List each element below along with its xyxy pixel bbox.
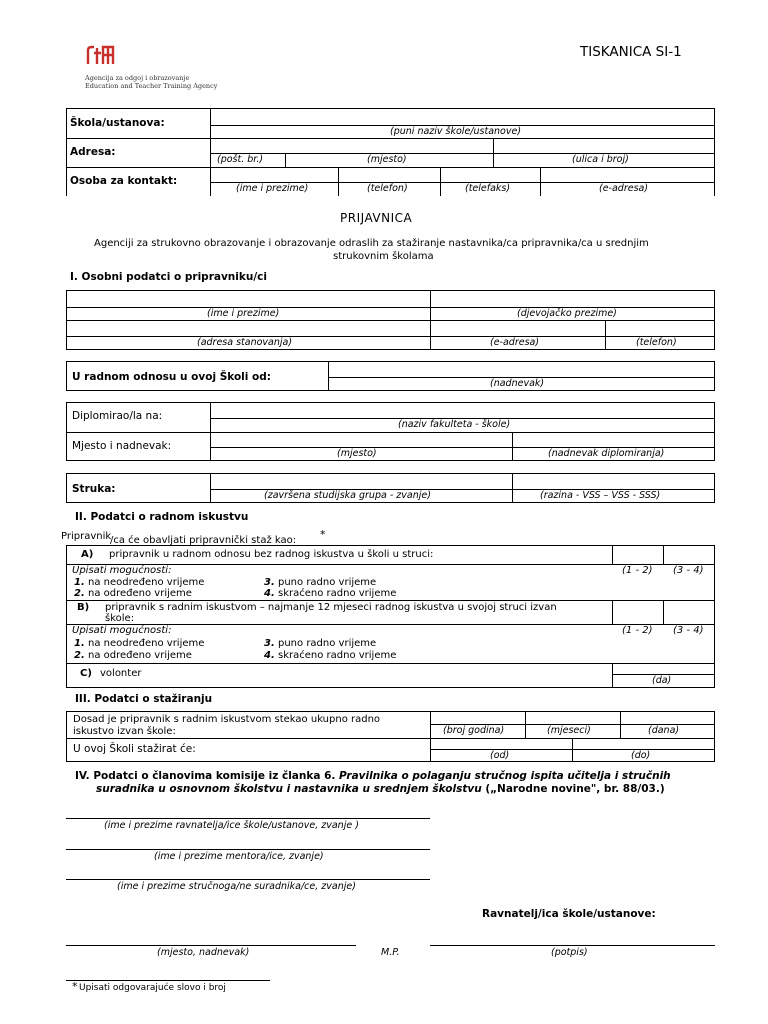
years-field[interactable]: (broj godina) bbox=[443, 725, 505, 736]
section2-intro-star: * bbox=[320, 528, 326, 541]
from-field[interactable]: (od) bbox=[490, 750, 510, 761]
option-a-opt2: na određeno vrijeme bbox=[88, 588, 192, 599]
option-b-opt3-num: 3. bbox=[264, 638, 275, 649]
days-field[interactable]: (dana) bbox=[648, 725, 680, 736]
subtitle-line2: strukovnim školama bbox=[333, 251, 434, 262]
option-b-enter: Upisati mogućnosti: bbox=[72, 625, 172, 636]
section4-heading-a: IV. Podatci o članovima komisije iz članka 6. Pravilnika o polaganju stručnog ispita učitelja i stručnih bbox=[75, 770, 671, 782]
option-b-letter: B) bbox=[77, 602, 90, 613]
option-b-opt2: na određeno vrijeme bbox=[88, 650, 192, 661]
place-date-label: Mjesto i nadnevak: bbox=[72, 440, 172, 452]
option-a-opt2-num: 2. bbox=[74, 588, 85, 599]
option-a-opt4: skraćeno radno vrijeme bbox=[278, 588, 397, 599]
commission-member1-field[interactable]: (ime i prezime ravnatelja/ice škole/ustanove, zvanje ) bbox=[104, 820, 359, 831]
section4-heading-b: suradnika u osnovnom školstvu i nastavnika u srednjem školstvu („Narodne novine", br. 88/03.) bbox=[96, 783, 665, 795]
postal-field[interactable]: (pošt. br.) bbox=[217, 154, 264, 165]
contact-label: Osoba za kontakt: bbox=[70, 175, 178, 187]
profession-label: Struka: bbox=[72, 483, 116, 495]
grad-place-field[interactable]: (mjesto) bbox=[337, 448, 377, 459]
option-b-opt3: puno radno vrijeme bbox=[278, 638, 377, 649]
contact-name-field[interactable]: (ime i prezime) bbox=[236, 183, 309, 194]
grad-date-field[interactable]: (nadnevak diplomiranja) bbox=[548, 448, 665, 459]
form-code: TISKANICA SI-1 bbox=[580, 44, 682, 60]
section2-heading: II. Podatci o radnom iskustvu bbox=[75, 511, 249, 523]
place-date-field[interactable]: (mjesto, nadnevak) bbox=[157, 947, 250, 958]
commission-member3-field[interactable]: (ime i prezime stručnoga/ne suradnika/ce, zvanje) bbox=[117, 881, 356, 892]
city-field[interactable]: (mjesto) bbox=[367, 154, 407, 165]
director-label: Ravnatelj/ica škole/ustanove: bbox=[482, 908, 656, 920]
section1-heading: I. Osobni podatci o pripravniku/ci bbox=[70, 271, 267, 283]
contact-phone-field[interactable]: (telefon) bbox=[367, 183, 408, 194]
stamp-label: M.P. bbox=[381, 947, 400, 958]
option-a-range2[interactable]: (3 - 4) bbox=[673, 565, 704, 576]
option-b-text2: škole: bbox=[105, 613, 135, 624]
home-address-field[interactable]: (adresa stanovanja) bbox=[197, 337, 293, 348]
diploma-label: Diplomirao/la na: bbox=[72, 410, 163, 422]
option-a-opt3-num: 3. bbox=[264, 577, 275, 588]
maiden-name-field[interactable]: (djevojačko prezime) bbox=[517, 308, 617, 319]
footnote-text: Upisati odgovarajuće slovo i broj bbox=[79, 983, 226, 993]
study-group-field[interactable]: (završena studijska grupa - zvanje) bbox=[264, 490, 431, 501]
signature-field[interactable]: (potpis) bbox=[551, 947, 588, 958]
section2-intro-a: Pripravnik bbox=[61, 531, 112, 542]
address-label: Adresa: bbox=[70, 146, 116, 158]
option-b-opt4-num: 4. bbox=[264, 650, 275, 661]
option-b-opt1: na neodređeno vrijeme bbox=[88, 638, 205, 649]
experience-text2: iskustvo izvan škole: bbox=[73, 726, 176, 737]
option-a-opt3: puno radno vrijeme bbox=[278, 577, 377, 588]
street-field[interactable]: (ulica i broj) bbox=[572, 154, 629, 165]
option-a-opt4-num: 4. bbox=[264, 588, 275, 599]
intern-phone-field[interactable]: (telefon) bbox=[636, 337, 677, 348]
option-b-range2[interactable]: (3 - 4) bbox=[673, 625, 704, 636]
section3-heading: III. Podatci o stažiranju bbox=[75, 693, 213, 705]
option-b-opt2-num: 2. bbox=[74, 650, 85, 661]
page-title: PRIJAVNICA bbox=[340, 211, 413, 225]
intern-email-field[interactable]: (e-adresa) bbox=[490, 337, 540, 348]
agency-logo bbox=[86, 44, 116, 66]
option-a-letter: A) bbox=[81, 549, 94, 560]
option-a-text: pripravnik u radnom odnosu bez radnog iskustva u školi u struci: bbox=[109, 549, 434, 560]
experience-text1: Dosad je pripravnik s radnim iskustvom stekao ukupno radno bbox=[73, 714, 381, 725]
option-a-opt1: na neodređeno vrijeme bbox=[88, 577, 205, 588]
to-field[interactable]: (do) bbox=[631, 750, 651, 761]
option-b-opt4: skraćeno radno vrijeme bbox=[278, 650, 397, 661]
agency-logo-icon bbox=[86, 44, 116, 66]
option-a-range1[interactable]: (1 - 2) bbox=[622, 565, 653, 576]
option-c-text: volonter bbox=[100, 668, 142, 679]
agency-name-hr: Agencija za odgoj i obrazovanje bbox=[85, 74, 190, 82]
faculty-field[interactable]: (naziv fakulteta - škole) bbox=[398, 419, 511, 430]
option-b-range1[interactable]: (1 - 2) bbox=[622, 625, 653, 636]
intern-name-field[interactable]: (ime i prezime) bbox=[207, 308, 280, 319]
option-a-opt1-num: 1. bbox=[74, 577, 85, 588]
section2-intro-b: /ca će obavljati pripravnički staž kao: bbox=[110, 535, 297, 546]
employed-label: U radnom odnosu u ovoj Školi od: bbox=[72, 371, 271, 383]
school-label: Škola/ustanova: bbox=[70, 117, 165, 129]
volunteer-field[interactable]: (da) bbox=[652, 675, 672, 686]
agency-name-en: Education and Teacher Training Agency bbox=[85, 82, 218, 90]
option-b-text1: pripravnik s radnim iskustvom – najmanje 12 mjeseci radnog iskustva u svojoj struci izvan bbox=[105, 602, 557, 613]
months-field[interactable]: (mjeseci) bbox=[547, 725, 591, 736]
option-a-enter: Upisati mogućnosti: bbox=[72, 565, 172, 576]
employed-date-field[interactable]: (nadnevak) bbox=[490, 378, 545, 389]
contact-fax-field[interactable]: (telefaks) bbox=[465, 183, 511, 194]
subtitle-line1: Agenciji za strukovno obrazovanje i obrazovanje odraslih za stažiranje nastavnika/ca pripravnika/ca u srednjim bbox=[94, 238, 649, 249]
option-b-opt1-num: 1. bbox=[74, 638, 85, 649]
school-field[interactable]: (puni naziv škole/ustanove) bbox=[390, 126, 522, 137]
level-field[interactable]: (razina - VSS – VŠS - SSS) bbox=[540, 490, 661, 501]
commission-member2-field[interactable]: (ime i prezime mentora/ice, zvanje) bbox=[154, 851, 324, 862]
option-c-letter: C) bbox=[80, 668, 92, 679]
contact-email-field[interactable]: (e-adresa) bbox=[599, 183, 649, 194]
intern-here-label: U ovoj Školi stažirat će: bbox=[73, 743, 196, 755]
footnote-star: * bbox=[72, 980, 78, 993]
